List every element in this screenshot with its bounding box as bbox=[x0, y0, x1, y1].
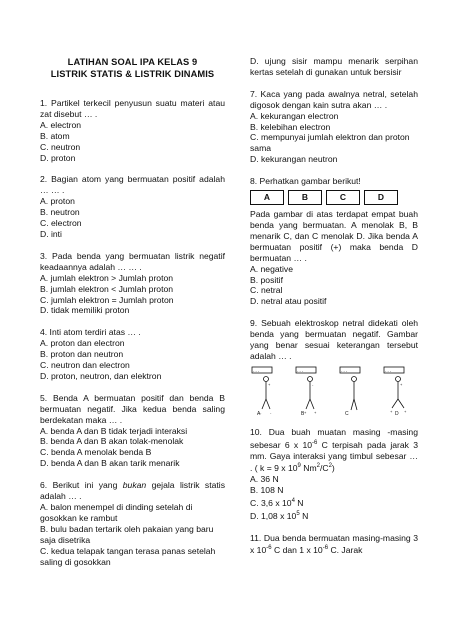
question-6-continued bbox=[250, 56, 418, 78]
question-text: 11. Dua benda bermuatan masing-masing 3 x $10^{-6}$ C dan 1 x $10^{-6}$ C. Jarak bbox=[250, 532, 418, 556]
question-7 bbox=[250, 89, 418, 165]
option-d: D. benda A dan B akan tarik menarik bbox=[40, 458, 180, 469]
svg-text:B: B bbox=[301, 410, 305, 416]
option-c: C. neutron bbox=[40, 141, 81, 152]
option-a: A. 36 N bbox=[250, 474, 279, 485]
option-d: D. netral atau positif bbox=[250, 296, 327, 307]
right-column bbox=[250, 0, 418, 567]
svg-text:- - -: - - - bbox=[253, 367, 260, 373]
option-d: D. inti bbox=[40, 228, 62, 239]
option-d: D. proton, neutron, dan elektron bbox=[40, 370, 162, 381]
svg-text:+: + bbox=[314, 409, 317, 415]
option-a: A. proton bbox=[40, 196, 75, 207]
question-body: Pada gambar di atas terdapat empat buah benda yang bermuatan. A menolak B, B menarik C, dan C menolak D. Jika benda A bermuatan positif (+) maka benda D bermuatan … . bbox=[250, 209, 418, 263]
option-a: A. balon menempel di dinding setelah di gosokkan ke rambut bbox=[40, 502, 193, 523]
question-4 bbox=[40, 327, 225, 382]
option-a: A. benda A dan B tidak terjadi interaksi bbox=[40, 425, 188, 436]
question-text: 10. Dua buah muatan masing -masing sebesar 6 x $10^{-6}$ C terpisah pada jarak 3 mm. Gaya interaksi yang timbul sebesar … . ( k = 9 x $10^9$ $Nm^2/C^2$) bbox=[250, 426, 418, 474]
option-d: D. kekurangan neutron bbox=[250, 154, 338, 165]
charged-objects-figure bbox=[250, 190, 418, 205]
option-c: C. 3,6 x $10^4$ N bbox=[250, 497, 304, 508]
option-b: B. atom bbox=[40, 130, 70, 141]
question-text: 4. Inti atom terdiri atas … . bbox=[40, 327, 141, 338]
svg-text:-: - bbox=[270, 409, 272, 415]
option-b: B. positif bbox=[250, 274, 283, 285]
svg-text:+: + bbox=[268, 381, 271, 387]
option-d: D. 1,08 x $10^5$ N bbox=[250, 510, 309, 521]
option-c: C. benda A menolak benda B bbox=[40, 447, 152, 458]
svg-text:C: C bbox=[345, 410, 349, 416]
electroscope-figure-b bbox=[294, 366, 330, 416]
option-c: C. electron bbox=[40, 218, 82, 229]
object-box-c: C bbox=[326, 190, 360, 205]
option-b: B. bulu badan tertarik oleh pakaian yang baru saja disetrika bbox=[40, 523, 214, 545]
question-text: 6. Berikut ini yang bukan gejala listrik statis adalah … . bbox=[40, 480, 225, 502]
question-text: 7. Kaca yang pada awalnya netral, setelah digosok dengan kain sutra akan … . bbox=[250, 88, 418, 110]
worksheet-title bbox=[40, 56, 225, 80]
svg-text:-: - bbox=[260, 409, 262, 415]
option-c: C. netral bbox=[250, 285, 283, 296]
option-b: B. benda A dan B akan tolak-menolak bbox=[40, 436, 184, 447]
svg-text:+: + bbox=[400, 381, 403, 387]
svg-text:-: - bbox=[312, 381, 314, 387]
option-b: B. 108 N bbox=[250, 485, 284, 496]
left-column bbox=[40, 0, 225, 578]
option-d: D. ujung sisir mampu menarik serpihan kertas setelah di gunakan untuk bersisir bbox=[250, 56, 418, 77]
question-text: 1. Partikel terkecil penyusun suatu materi atau zat disebut … . bbox=[40, 98, 225, 119]
question-text: 5. Benda A bermuatan positif dan benda B bermuatan negatif. Jika kedua benda saling berdekatan maka … . bbox=[40, 392, 225, 425]
question-6 bbox=[40, 480, 225, 567]
question-10 bbox=[250, 427, 418, 522]
svg-text:- - -: - - - bbox=[297, 367, 304, 373]
electroscope-figure-a bbox=[250, 366, 286, 416]
option-c: C. kedua telapak tangan terasa panas setelah saling di gosokkan bbox=[40, 545, 216, 567]
electroscope-figures bbox=[250, 366, 418, 416]
question-9 bbox=[250, 318, 418, 416]
option-b: B. jumlah elektron < Jumlah proton bbox=[40, 283, 174, 294]
object-box-a: A bbox=[250, 190, 284, 205]
option-a: A. kekurangan electron bbox=[250, 110, 339, 121]
question-1 bbox=[40, 98, 225, 163]
question-2 bbox=[40, 174, 225, 239]
svg-text:+: + bbox=[390, 408, 393, 414]
option-d: D. tidak memiliki proton bbox=[40, 305, 130, 316]
electroscope-figure-c bbox=[338, 366, 374, 416]
object-box-b: B bbox=[288, 190, 322, 205]
option-b: B. proton dan neutron bbox=[40, 349, 124, 360]
svg-text:D: D bbox=[395, 410, 399, 416]
object-box-d: D bbox=[364, 190, 398, 205]
option-d: D. proton bbox=[40, 152, 76, 163]
title-line-1: LATIHAN SOAL IPA KELAS 9 bbox=[67, 57, 198, 67]
svg-text:- - -: - - - bbox=[385, 367, 392, 373]
svg-text:A: A bbox=[257, 410, 261, 416]
question-8 bbox=[250, 176, 418, 307]
option-c: C. mempunyai jumlah elektron dan proton sama bbox=[250, 132, 410, 154]
option-b: B. kelebihan electron bbox=[250, 121, 331, 132]
question-11 bbox=[250, 533, 418, 557]
svg-text:- - -: - - - bbox=[341, 367, 348, 373]
option-a: A. electron bbox=[40, 119, 82, 130]
option-a: A. jumlah elektron > Jumlah proton bbox=[40, 272, 174, 283]
question-text: 8. Perhatkan gambar berikut! bbox=[250, 176, 361, 187]
question-text: 9. Sebuah elektroskop netral didekati oleh benda yang bermuatan negatif. Gambar yang benar sesuai keterangan tersebut adalah … . bbox=[250, 318, 418, 361]
question-text: 3. Pada benda yang bermuatan listrik negatif keadaannya adalah … … . bbox=[40, 250, 225, 272]
electroscope-figure-d bbox=[382, 366, 418, 416]
svg-text:+: + bbox=[404, 408, 407, 414]
question-5 bbox=[40, 393, 225, 469]
option-a: A. negative bbox=[250, 263, 293, 274]
question-text: 2. Bagian atom yang bermuatan positif adalah … … . bbox=[40, 174, 225, 196]
emphasis-bukan: bukan bbox=[122, 480, 147, 491]
question-3 bbox=[40, 251, 225, 316]
title-line-2: LISTRIK STATIS & LISTRIK DINAMIS bbox=[50, 69, 215, 79]
option-c: C. neutron dan electron bbox=[40, 360, 130, 371]
option-b: B. neutron bbox=[40, 207, 80, 218]
svg-text:+: + bbox=[304, 409, 307, 415]
option-c: C. jumlah elektron = Jumlah proton bbox=[40, 294, 174, 305]
option-a: A. proton dan electron bbox=[40, 338, 125, 349]
